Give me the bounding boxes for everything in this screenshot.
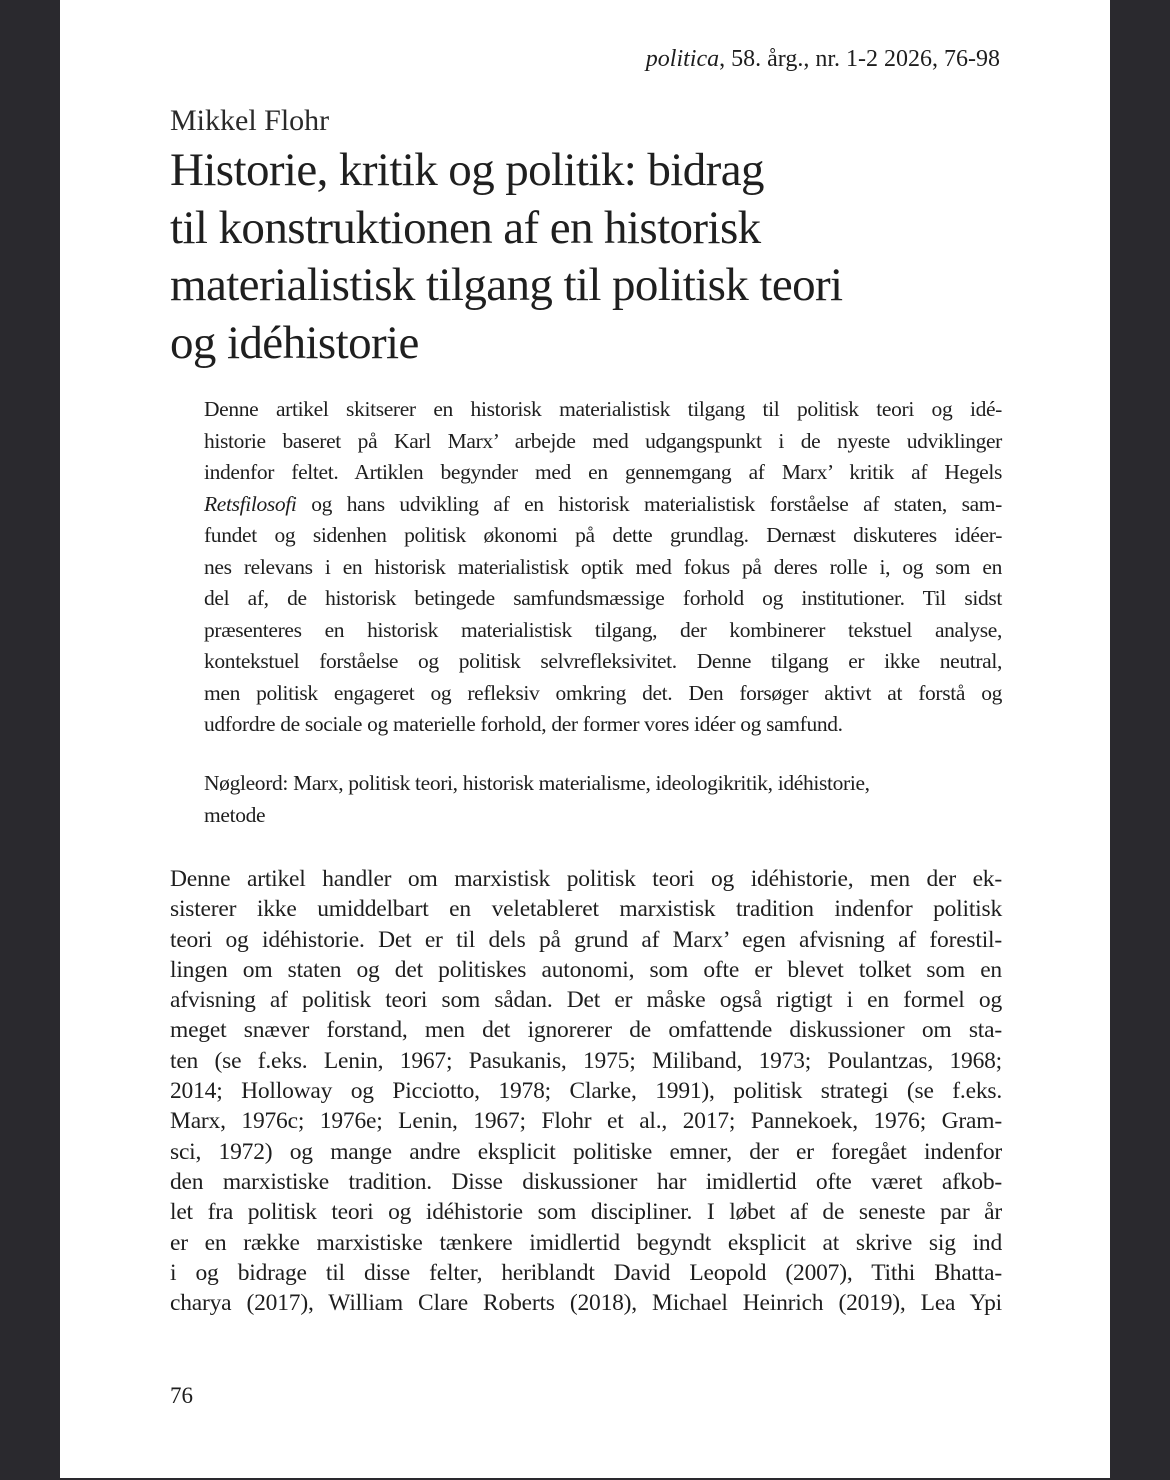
page-number: 76 [170,1383,193,1408]
abstract [204,394,1002,741]
keywords-line [204,768,1002,800]
body-paragraph [170,864,1002,1318]
running-head [646,44,1000,74]
body-line: 2014; Holloway og Picciotto, 1978; Clarke, 1991), politisk strategi (se f.eks. [170,1078,1002,1105]
body-line: sci, 1972) og mange andre eksplicit politiske emner, der er foregået indenfor [170,1138,1002,1165]
journal-name: politica [645,46,720,72]
keywords-line: metode [204,802,266,827]
issue-details: , 58. årg., nr. 1-2 2026, 76-98 [719,46,1000,72]
body-line: meget snæver forstand, men det ignorerer de omfattende diskussioner om sta- [170,1017,1002,1044]
abstract-line: nes relevans i en historisk materialistisk optik med fokus på deres rolle i, og som en [204,554,1002,579]
body-line: let fra politisk teori og idéhistorie som discipliner. I løbet af de seneste par år [170,1199,1002,1226]
body-line: teori og idéhistorie. Det er til dels på grund af Marx’ egen afvisning af forestil- [170,926,1002,953]
abstract-line: historie baseret på Karl Marx’ arbejde med udgangspunkt i de nyeste udviklinger [204,428,1002,453]
abstract-line: indenfor feltet. Artiklen begynder med en gennemgang af Marx’ kritik af Hegels [204,460,1002,484]
body-line: lingen om staten og det politiskes autonomi, som ofte er blevet tolket som en [170,956,1002,983]
abstract-line: udfordre de sociale og materielle forhold, der former vores idéer og samfund. [204,712,843,736]
article-title [170,142,970,372]
document-page [60,0,1110,1478]
title-line: til konstruktionen af en historisk [170,201,761,254]
body-line: Denne artikel handler om marxistisk politisk teori og idéhistorie, men der ek- [170,866,1002,892]
body-line: sisterer ikke umiddelbart en veletableret marxistisk tradition indenfor politisk [170,896,1002,923]
keywords-list: Marx, politisk teori, historisk materialisme, ideologikritik, idéhistorie, [293,771,870,795]
title-line: og idéhistorie [170,316,419,369]
abstract-line: men politisk engageret og refleksiv omkring det. Den forsøger aktivt at forstå og [204,680,1002,705]
keywords [204,768,1002,831]
keywords-label: Nøgleord: [204,771,289,795]
abstract-line-rest: og hans udvikling af en historisk materialistisk forståelse af staten, sam- [311,491,1002,516]
abstract-line: kontekstuel forståelse og politisk selvrefleksivitet. Denne tilgang er ikke neutral, [204,649,1002,673]
body-line: ten (se f.eks. Lenin, 1967; Pasukanis, 1975; Miliband, 1973; Poulantzas, 1968; [170,1047,1002,1074]
author-name: Mikkel Flohr [170,104,330,137]
abstract-line [204,489,1002,521]
abstract-line: præsenteres en historisk materialistisk tilgang, der kombinerer tekstuel analyse, [204,617,1002,642]
body-line: charya (2017), William Clare Roberts (2018), Michael Heinrich (2019), Lea Ypi [170,1290,1002,1317]
body-line: Marx, 1976c; 1976e; Lenin, 1967; Flohr et al., 2017; Pannekoek, 1976; Gram- [170,1108,1002,1135]
abstract-line: del af, de historisk betingede samfundsmæssige forhold og institutioner. Til sidst [204,586,1002,610]
body-line: den marxistiske tradition. Disse diskussioner har imidlertid ofte været afkob- [170,1168,1002,1195]
body-line: i og bidrage til disse felter, heriblandt David Leopold (2007), Tithi Bhatta- [170,1259,1002,1286]
title-line: materialistisk tilgang til politisk teori [170,259,843,311]
body-line: er en række marxistiske tænkere imidlertid begyndt eksplicit at skrive sig ind [170,1229,1002,1256]
title-line: Historie, kritik og politik: bidrag [170,144,764,196]
abstract-line: fundet og sidenhen politisk økonomi på dette grundlag. Dernæst diskuteres idéer- [204,523,1002,547]
body-line: afvisning af politisk teori som sådan. Det er måske også rigtigt i en formel og [170,987,1002,1014]
abstract-line: Denne artikel skitserer en historisk materialistisk tilgang til politisk teori og idé- [204,397,1002,421]
italic-title: Retsfilosofi [204,491,297,516]
